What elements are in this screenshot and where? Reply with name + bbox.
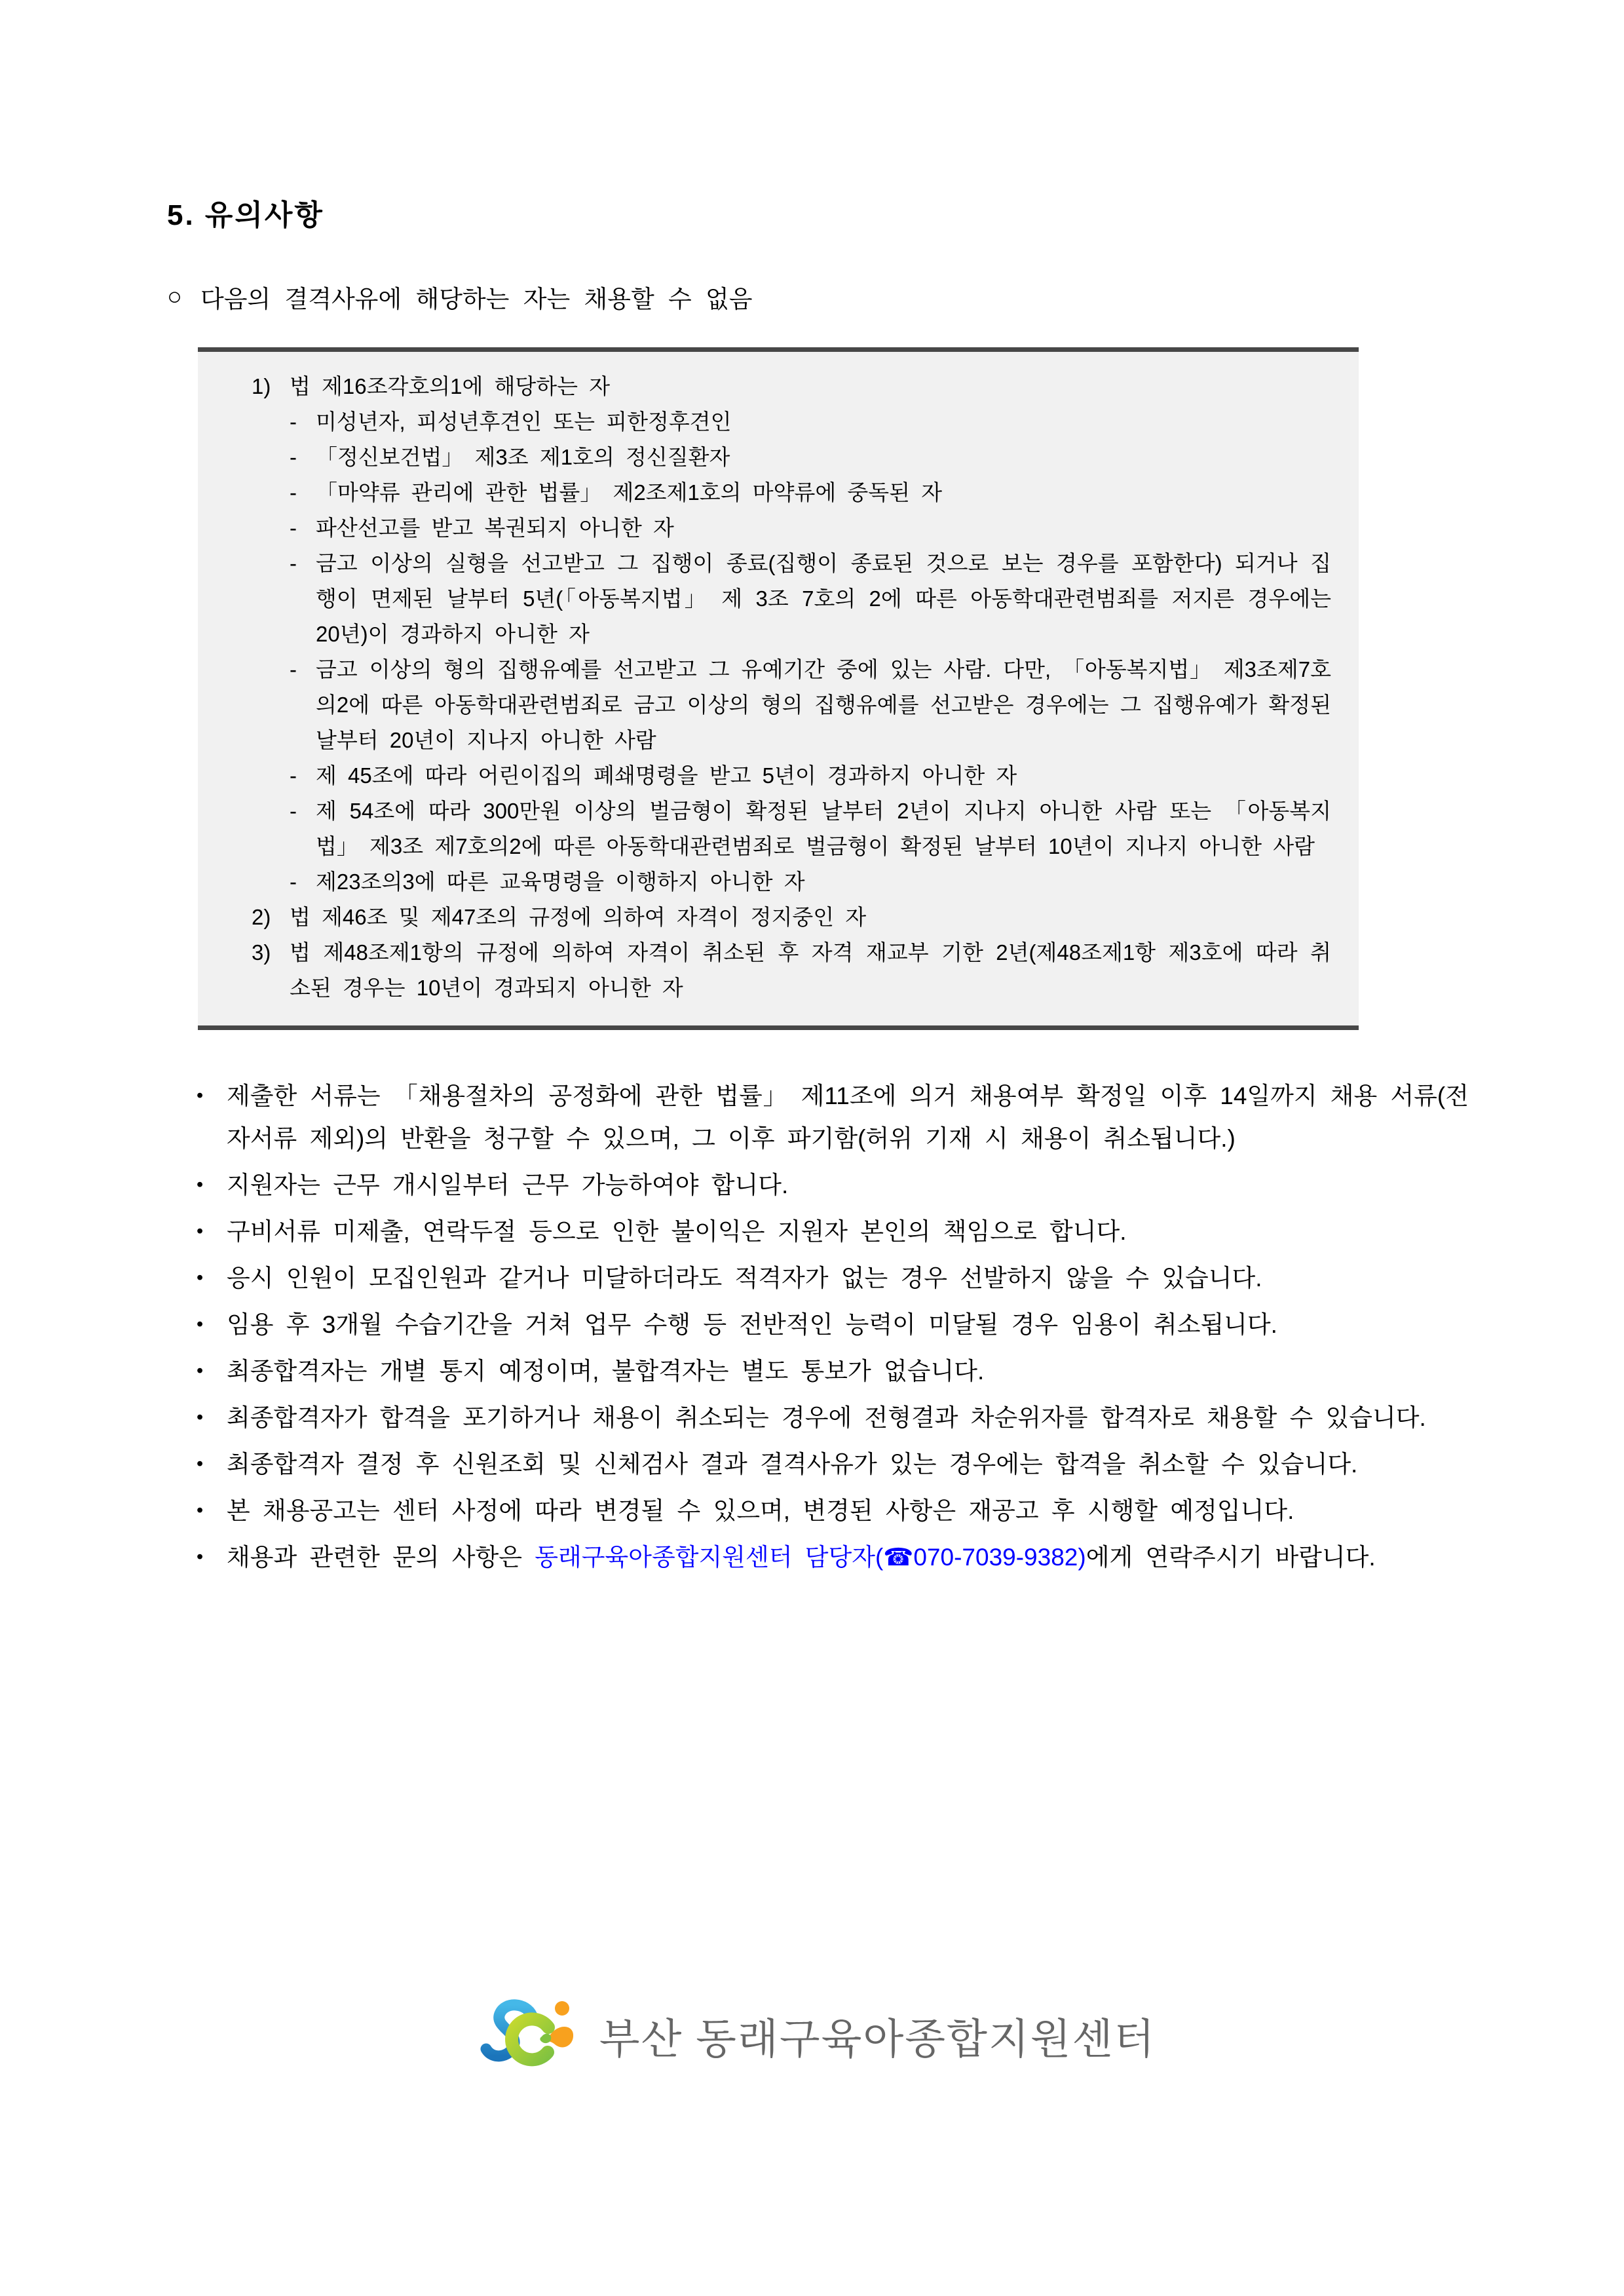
intro-line [167,279,1467,315]
bullet-marker: • [197,1314,204,1335]
dash-marker: - [290,480,297,505]
box-subitem [252,546,1331,652]
note-text: 최종합격자는 개별 통지 예정이며, 불합격자는 별도 통보가 없습니다. [227,1358,985,1385]
dash-marker: - [290,870,297,894]
bullet-marker: • [197,1360,204,1381]
item-number: 3) [252,940,271,965]
item-number: 1) [252,374,271,398]
footer-logo-block [0,1999,1624,2073]
note-text: 제출한 서류는 「채용절차의 공정화에 관한 법률」 제11조에 의거 채용여부 확정일 이후 14일까지 채용 서류(전자서류 제외)의 반환을 청구할 수 있으며, 그 이후 파기함(허위 기재 시 채용이 취소됩니다.) [227,1082,1469,1152]
note-item [197,1489,1469,1532]
bullet-marker: • [197,1267,204,1288]
box-subitem [252,652,1331,758]
box-item [252,935,1331,1006]
contact-highlight: 동래구육아종합지원센터 담당자(☎070-7039-9382) [535,1544,1086,1571]
note-item [197,1164,1469,1206]
subitem-text: 금고 이상의 형의 집행유예를 선고받고 그 유예기간 중에 있는 사람. 다만, 「아동복지법」 제3조제7호의2에 따른 아동학대관련범죄로 금고 이상의 형의 집행유예를 선고받은 경우에는 그 집행유예가 확정된 날부터 20년이 지나지 아니한 사람 [316,657,1331,752]
dash-marker: - [290,410,297,434]
subitem-text: 금고 이상의 실형을 선고받고 그 집행이 종료(집행이 종료된 것으로 보는 경우를 포함한다) 되거나 집행이 면제된 날부터 5년(「아동복지법」 제 3조 7호의 2에 따른 아동학대관련범죄를 저지른 경우에는 20년)이 경과하지 아니한 자 [316,551,1331,646]
bullet-marker: • [197,1221,204,1242]
bullet-marker: • [197,1453,204,1474]
box-item [252,900,1331,935]
note-item-contact [197,1536,1469,1578]
dash-marker: - [290,516,297,540]
subitem-text: 제23조의3에 따른 교육명령을 이행하지 아니한 자 [316,870,805,894]
circle-bullet-marker: ○ [167,282,182,311]
dash-marker: - [290,763,297,788]
note-text: 응시 인원이 모집인원과 같거나 미달하더라도 적격자가 없는 경우 선발하지 않을 수 있습니다. [227,1265,1262,1292]
note-text: 임용 후 3개월 수습기간을 거쳐 업무 수행 등 전반적인 능력이 미달될 경우 임용이 취소됩니다. [227,1311,1277,1338]
note-text: 최종합격자가 합격을 포기하거나 채용이 취소되는 경우에 전형결과 차순위자를 합격자로 채용할 수 있습니다. [227,1404,1426,1431]
subitem-text: 「정신보건법」 제3조 제1호의 정신질환자 [316,445,730,469]
footer-org-name: 부산 동래구육아종합지원센터 [599,2015,1156,2063]
note-item [197,1303,1469,1346]
box-subitem [252,475,1331,510]
note-item [197,1075,1469,1160]
note-item [197,1396,1469,1439]
note-item [197,1443,1469,1485]
bullet-marker: • [197,1546,204,1567]
center-logo-icon [468,1999,586,2073]
intro-text: 다음의 결격사유에 해당하는 자는 채용할 수 없음 [200,286,753,313]
notes-list [197,1075,1469,1578]
dash-marker: - [290,445,297,469]
note-text: 본 채용공고는 센터 사정에 따라 변경될 수 있으며, 변경된 사항은 재공고 후 시행할 예정입니다. [227,1497,1294,1524]
bullet-marker: • [197,1500,204,1521]
disqualification-box [198,347,1359,1030]
subitem-text: 미성년자, 피성년후견인 또는 피한정후견인 [316,410,732,434]
subitem-text: 「마약류 관리에 관한 법률」 제2조제1호의 마약류에 중독된 자 [316,480,943,505]
note-item [197,1257,1469,1299]
note-text: 지원자는 근무 개시일부터 근무 가능하여야 합니다. [227,1172,789,1198]
note-item [197,1350,1469,1392]
box-subitem [252,510,1331,546]
note-text: 최종합격자 결정 후 신원조회 및 신체검사 결과 결격사유가 있는 경우에는 합격을 취소할 수 있습니다. [227,1451,1358,1478]
bullet-marker: • [197,1085,204,1106]
box-subitem [252,404,1331,440]
bullet-marker: • [197,1174,204,1195]
item-text: 법 제16조각호의1에 해당하는 자 [290,374,611,398]
contact-prefix: 채용과 관련한 문의 사항은 [227,1544,535,1571]
contact-note-text [227,1536,1469,1578]
item-text: 법 제48조제1항의 규정에 의하여 자격이 취소된 후 자격 재교부 기한 2년(제48조제1항 제3호에 따라 취소된 경우는 10년이 경과되지 아니한 자 [290,940,1331,1000]
subitem-text: 제 45조에 따라 어린이집의 폐쇄명령을 받고 5년이 경과하지 아니한 자 [316,763,1017,788]
box-subitem [252,758,1331,794]
subitem-text: 제 54조에 따라 300만원 이상의 벌금형이 확정된 날부터 2년이 지나지 아니한 사람 또는 「아동복지법」 제3조 제7호의2에 따른 아동학대관련범죄로 벌금형이 확정된 날부터 10년이 지나지 아니한 사람 [316,799,1331,858]
dash-marker: - [290,551,297,575]
bullet-marker: • [197,1407,204,1428]
item-number: 2) [252,905,271,929]
box-subitem [252,864,1331,900]
contact-suffix: 에게 연락주시기 바랍니다. [1086,1544,1376,1571]
dash-marker: - [290,657,297,681]
box-item [252,369,1331,404]
dash-marker: - [290,799,297,823]
box-subitem [252,794,1331,864]
item-text: 법 제46조 및 제47조의 규정에 의하여 자격이 정지중인 자 [290,905,867,929]
note-text: 구비서류 미제출, 연락두절 등으로 인한 불이익은 지원자 본인의 책임으로 합니다. [227,1218,1127,1245]
section-title: 5. 유의사항 [167,199,324,231]
box-subitem [252,440,1331,475]
note-item [197,1210,1469,1253]
subitem-text: 파산선고를 받고 복권되지 아니한 자 [316,516,674,540]
